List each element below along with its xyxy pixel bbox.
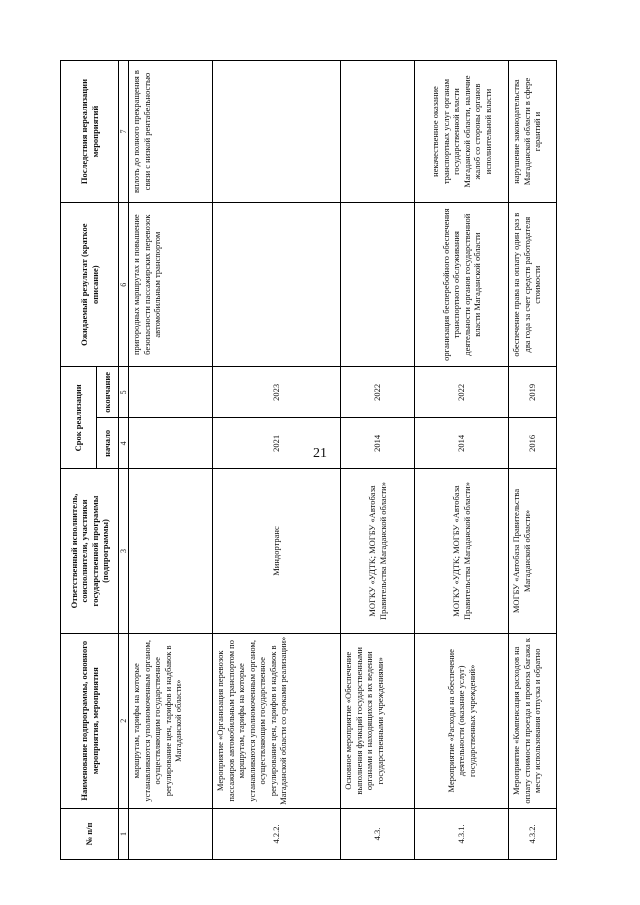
- row-consequences: вплоть до полного прекращения в связи с низкой рентабельностью: [129, 61, 213, 203]
- row-executor: МОГКУ «УДТК; МОГБУ «Автобаза Правительства Магаданской области»: [341, 469, 415, 633]
- row-consequences: [213, 61, 341, 203]
- row-result: организация бесперебойного обеспечения транспортного обслуживания деятельности органов государственной власти Магаданской области: [415, 203, 509, 367]
- column-number: 7: [119, 61, 129, 203]
- row-result: обеспечение права на оплату один раз в два года за счет средств работодателя стоимости: [509, 203, 557, 367]
- row-start: 2016: [509, 418, 557, 469]
- row-result: [213, 203, 341, 367]
- header-executor: Ответственный исполнитель, соисполнители, участники государственной программы (подпрограммы): [61, 469, 119, 633]
- row-consequences: некачественное оказание транспортных услуг органам государственной власти Магаданской области, наличие жалоб со стороны органов исполнительной власти: [415, 61, 509, 203]
- row-end: 2019: [509, 367, 557, 418]
- row-end: 2022: [415, 367, 509, 418]
- row-consequences: [341, 61, 415, 203]
- row-name: Мероприятие «Компенсация расходов на оплату стоимости проезда и провоза багажа к месту использования отпуска и обратно: [509, 633, 557, 808]
- row-num: [129, 808, 213, 859]
- activities-table: [60, 60, 557, 860]
- row-name: маршрутам, тарифы на которые устанавливаются уполномоченным органом, осуществляющим государственное регулирование цен, тарифов и надбавок в Магаданской области»: [129, 633, 213, 808]
- row-result: [341, 203, 415, 367]
- row-start: 2014: [341, 418, 415, 469]
- header-end: окончание: [97, 367, 119, 418]
- row-executor: Миндортранс: [213, 469, 341, 633]
- row-end: 2023: [213, 367, 341, 418]
- row-num: 4.2.2.: [213, 808, 341, 859]
- row-start: 2014: [415, 418, 509, 469]
- header-period: Срок реализации: [61, 367, 97, 469]
- header-name: Наименование подпрограммы, основного мероприятия, мероприятия: [61, 633, 119, 808]
- row-consequences: нарушение законодательства Магаданской области в сфере гарантий и: [509, 61, 557, 203]
- column-number: 1: [119, 808, 129, 859]
- row-name: Мероприятие «Расходы на обеспечение деятельности (оказание услуг) государственных учреждений»: [415, 633, 509, 808]
- table-row: [213, 61, 341, 860]
- column-number: 2: [119, 633, 129, 808]
- page-number: 21: [313, 446, 327, 461]
- row-start: 2021: [213, 418, 341, 469]
- column-number: 5: [119, 367, 129, 418]
- header-start: начало: [97, 418, 119, 469]
- row-executor: МОГБУ «Автобаза Правительства Магаданской области»: [509, 469, 557, 633]
- column-number: 3: [119, 469, 129, 633]
- row-result: пригородных маршрутах и повышение безопасности пассажирских перевозок автомобильным транспортом: [129, 203, 213, 367]
- rotated-table-container: [60, 60, 580, 860]
- column-number: 6: [119, 203, 129, 367]
- row-num: 4.3.2.: [509, 808, 557, 859]
- row-executor: МОГКУ «УДТК; МОГБУ «Автобаза Правительства Магаданской области»: [415, 469, 509, 633]
- row-num: 4.3.: [341, 808, 415, 859]
- table-row: [129, 61, 213, 860]
- header-num: № п/п: [61, 808, 119, 859]
- table-row: [341, 61, 415, 860]
- row-end: [129, 367, 213, 418]
- header-result: Ожидаемый результат (краткое описание): [61, 203, 119, 367]
- header-consequences: Последствия нереализации мероприятий: [61, 61, 119, 203]
- row-num: 4.3.1.: [415, 808, 509, 859]
- row-start: [129, 418, 213, 469]
- row-end: 2022: [341, 367, 415, 418]
- row-name: Основное мероприятие «Обеспечение выполнения функций государственными органами и находящихся в их ведении государственными учреждениями»: [341, 633, 415, 808]
- table-row: [509, 61, 557, 860]
- table-row: [415, 61, 509, 860]
- column-number: 4: [119, 418, 129, 469]
- row-name: Мероприятие «Организация перевозок пассажиров автомобильным транспортом по маршрутам, тарифы на которые устанавливаются уполномоченным органом, осуществляющим государственное регулирование цен, тарифов и надбавок в Магаданской области со сроками реализации»: [213, 633, 341, 808]
- row-executor: [129, 469, 213, 633]
